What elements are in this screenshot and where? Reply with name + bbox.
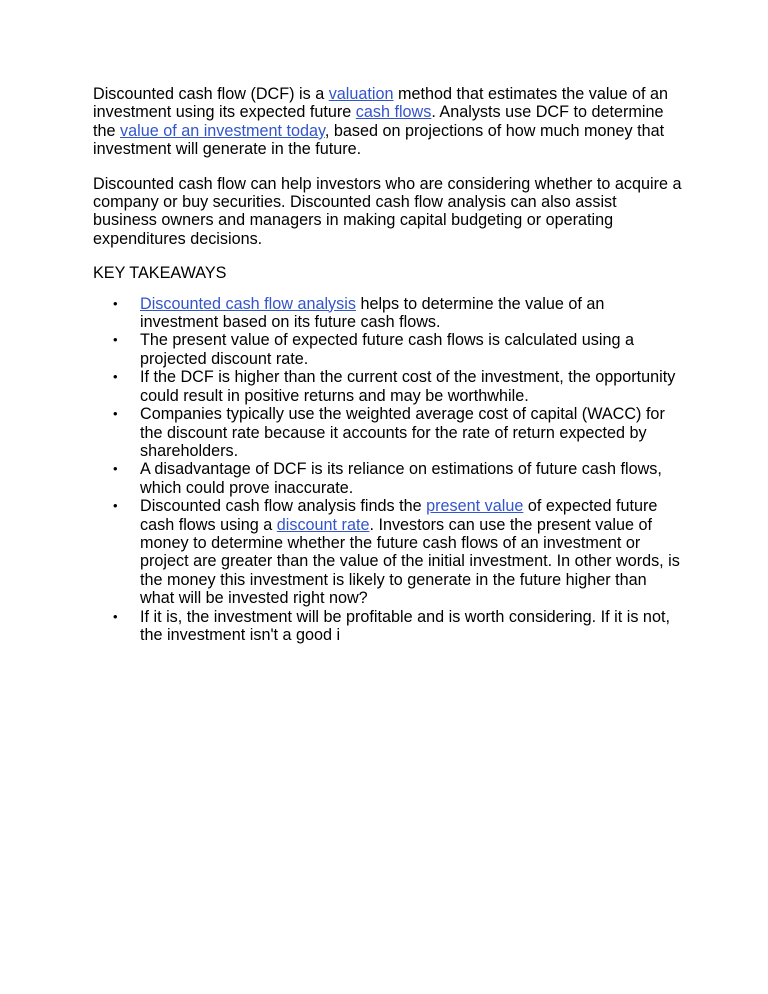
present-value-link[interactable]: present value [426, 497, 524, 516]
bullet-icon: • [113, 369, 118, 385]
list-item [93, 368, 683, 405]
bullet-icon: • [113, 406, 118, 422]
list-item [93, 608, 683, 645]
list-item-text: The present value of expected future cash flows is calculated using a projected discount rate. [140, 331, 635, 368]
intro-paragraph [93, 85, 683, 159]
intro-text-2: method that estimates the value of an investment using its expected future [93, 85, 668, 122]
value-of-investment-today-link[interactable]: value of an investment today [120, 121, 325, 140]
bullet-icon: • [113, 608, 118, 624]
list-item-text: Discounted cash flow analysis finds the [140, 497, 427, 516]
intro-text-3: . Analysts use DCF to determine the [93, 103, 664, 140]
list-item-text: If it is, the investment will be profitable and is worth considering. If it is not, the investment isn't a good i [140, 607, 670, 644]
bullet-icon: • [113, 461, 118, 477]
bullet-icon: • [113, 332, 118, 348]
key-takeaways-heading: KEY TAKEAWAYS [93, 264, 227, 283]
key-takeaways-list [93, 295, 683, 645]
list-item [93, 295, 683, 332]
list-item [93, 405, 683, 460]
list-item-text: . Investors can use the present value of money to determine whether the future cash flows of an investment or project are greater than the value of the initial investment. In other words, is the money this investment is likely to generate in the future higher than what will be invested right now? [140, 515, 680, 608]
cash-flows-link[interactable]: cash flows [355, 103, 432, 122]
valuation-link[interactable]: valuation [328, 85, 394, 103]
dcf-analysis-link[interactable]: Discounted cash flow analysis [140, 294, 356, 313]
list-item-text: Companies typically use the weighted average cost of capital (WACC) for the discount rate because it accounts for the rate of return expected by shareholders. [140, 405, 665, 460]
discount-rate-link[interactable]: discount rate [276, 515, 370, 534]
list-item [93, 497, 683, 607]
document-page [93, 85, 683, 644]
list-item [93, 460, 683, 497]
list-item-text: helps to determine the value of an investment based on its future cash flows. [140, 294, 605, 332]
second-paragraph: Discounted cash flow can help investors who are considering whether to acquire a company or buy securities. Discounted cash flow analysis can also assist business owners and managers in making capital budgeting or operating expenditures decisions. [93, 174, 682, 248]
bullet-icon: • [113, 498, 118, 514]
bullet-icon: • [113, 295, 118, 311]
list-item-text: A disadvantage of DCF is its reliance on estimations of future cash flows, which could prove inaccurate. [140, 460, 662, 497]
intro-text-1: Discounted cash flow (DCF) is a [93, 85, 329, 103]
intro-text-4: , based on projections of how much money that investment will generate in the future. [93, 121, 665, 159]
list-item [93, 331, 683, 368]
list-item-text: If the DCF is higher than the current cost of the investment, the opportunity could result in positive returns and may be worthwhile. [140, 368, 676, 405]
list-item-text: of expected future cash flows using a [140, 497, 658, 534]
